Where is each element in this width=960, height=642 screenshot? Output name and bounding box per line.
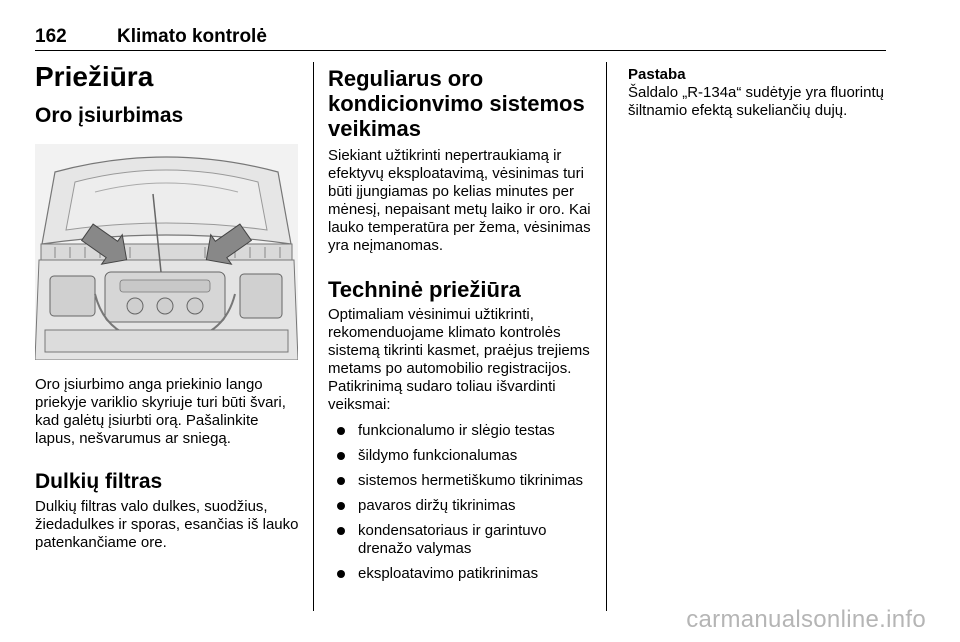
section-heading-maintenance: Techninė priežiūra	[328, 277, 521, 302]
bullet-icon	[337, 527, 345, 535]
dust-filter-text: Dulkių filtras valo dulkes, suodžius, žiedadulkes ir sporas, esančias iš lauko patenkančiame ore.	[35, 498, 299, 551]
bullet-icon	[337, 570, 345, 578]
list-item: pavaros diržų tikrinimas	[328, 497, 596, 515]
chapter-title: Klimato kontrolė	[117, 26, 267, 47]
list-item: funkcionalumo ir slėgio testas	[328, 422, 596, 440]
section-heading-regular-ac: Reguliarus oro kondicionvimo sistemos veikimas	[328, 66, 585, 141]
section-heading-dust-filter: Dulkių filtras	[35, 470, 163, 493]
engine-compartment-illustration	[35, 144, 298, 360]
watermark: carmanualsonline.info	[686, 606, 926, 633]
column-divider-1	[313, 62, 314, 611]
air-intake-text: Oro įsiurbimo anga priekinio lango priekyje variklio skyriuje turi būti švari, kad galėtų įsiurbti orą. Pašalinkite lapus, nešvarumus ar sniegą.	[35, 376, 286, 447]
list-item: sistemos hermetiškumo tikrinimas	[328, 472, 596, 490]
column-middle	[328, 60, 596, 590]
page-number: 162	[35, 26, 67, 47]
bullet-icon	[337, 502, 345, 510]
column-left	[35, 60, 300, 552]
bullet-icon	[337, 452, 345, 460]
page-header	[35, 26, 886, 52]
list-item: eksploatavimo patikrinimas	[328, 565, 596, 583]
engine-illustration-graphic	[35, 144, 298, 360]
column-right	[628, 66, 890, 120]
bullet-icon	[337, 427, 345, 435]
list-item: kondensatoriaus ir garintuvo drenažo valymas	[328, 522, 596, 558]
bullet-icon	[337, 477, 345, 485]
note-text: Šaldalo „R-134a“ sudėtyje yra fluorintų šiltnamio efektą sukeliančių dujų.	[628, 84, 884, 119]
regular-ac-text: Siekiant užtikrinti nepertraukiamą ir efektyvų eksploatavimą, vėsinimas turi būti įjungiamas po kelias minutes per mėnesį, nepaisant metų laiko ir oro. Kai lauko temperatūra per žema, vėsinimas yra neįmanomas.	[328, 147, 591, 254]
column-divider-2	[606, 62, 607, 611]
maintenance-checklist	[328, 422, 596, 583]
maintenance-text: Optimaliam vėsinimui užtikrinti, rekomenduojame klimato kontrolės sistemą tikrinti kasmet, praėjus trejiems metams po automobilio registracijos. Patikrinimą sudaro toliau išvardinti veiksmai:	[328, 306, 590, 413]
section-heading-air-intake: Oro įsiurbimas	[35, 104, 184, 127]
header-rule	[35, 50, 886, 51]
note-title: Pastaba	[628, 66, 686, 83]
main-heading: Priežiūra	[35, 61, 154, 92]
list-item: šildymo funkcionalumas	[328, 447, 596, 465]
